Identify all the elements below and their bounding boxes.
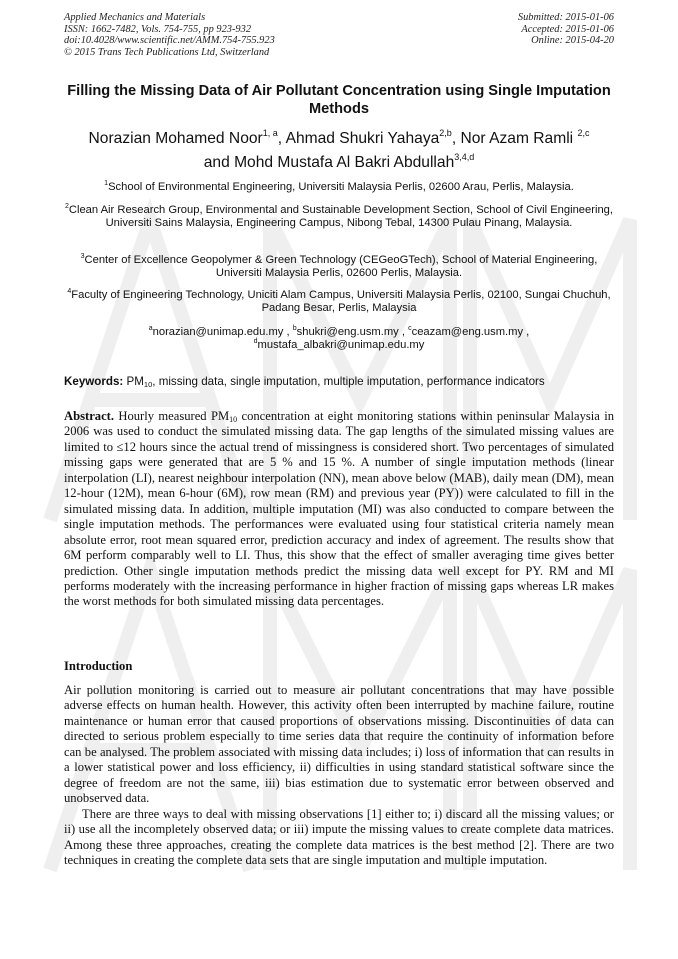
email-marker: c bbox=[408, 325, 412, 332]
email-list bbox=[84, 326, 594, 353]
author-name: Norazian Mohamed Noor bbox=[88, 130, 263, 147]
author-superscript: 2,c bbox=[577, 128, 590, 138]
author-superscript: 3,4,d bbox=[454, 152, 475, 162]
keyword-pm-subscript: 10 bbox=[143, 380, 153, 389]
email-marker: d bbox=[253, 338, 258, 346]
abstract bbox=[64, 409, 614, 610]
paper-title: Filling the Missing Data of Air Pollutant Concentration using Single Imputation Methods bbox=[67, 83, 611, 117]
keywords-text: , missing data, single imputation, multiple imputation, performance indicators bbox=[152, 375, 545, 388]
email-address: norazian@unimap.edu.my , bbox=[152, 326, 293, 338]
author-superscript: 1, a bbox=[262, 128, 278, 138]
author-separator: , bbox=[277, 130, 286, 147]
affiliation-1 bbox=[64, 181, 614, 194]
journal-info bbox=[64, 12, 275, 58]
affiliation-number: 4 bbox=[67, 288, 72, 295]
introduction-heading: Introduction bbox=[64, 659, 133, 673]
author-name: Nor Azam Ramli bbox=[460, 130, 578, 147]
paragraph: There are three ways to deal with missing observations [1] either to; i) discard all the missing values; or ii) use all the incompletely observed data; or iii) impute the missing values to create complete data matrices. Among these three approaches, creating the complete data matrices is the best method [2]. There are two techniques in creating the complete data sets that are single imputation and multiple imputation. bbox=[64, 806, 614, 867]
affiliation-text: Clean Air Research Group, Environmental and Sustainable Development Section, School of Civil Engineering, Universiti Sains Malaysia, Engineering Campus, Nibong Tebal, 14300 Pulau Pinang, Malaysia. bbox=[68, 204, 614, 230]
affiliation-number: 3 bbox=[80, 253, 85, 260]
author-name: Ahmad Shukri Yahaya bbox=[285, 130, 440, 147]
keyword-pm: PM bbox=[126, 375, 144, 388]
author-name: and Mohd Mustafa Al Bakri Abdullah bbox=[203, 154, 455, 171]
author-list bbox=[64, 127, 614, 175]
email-address: ceazam@eng.usm.my , bbox=[411, 326, 530, 338]
email-address: shukri@eng.usm.my , bbox=[296, 326, 409, 338]
submission-dates bbox=[518, 12, 614, 47]
accepted-date: Accepted: 2015-01-06 bbox=[521, 23, 614, 35]
introduction-body bbox=[64, 683, 614, 868]
author-separator: , bbox=[451, 130, 461, 147]
affiliation-2 bbox=[64, 204, 614, 231]
keywords-label: Keywords: bbox=[64, 375, 124, 388]
email-address: mustafa_albakri@unimap.edu.my bbox=[257, 339, 425, 352]
abstract-subscript: 10 bbox=[229, 415, 238, 424]
affiliation-text: School of Environmental Engineering, Universiti Malaysia Perlis, 02600 Arau, Perlis, Malaysia. bbox=[108, 181, 574, 193]
journal-doi: doi:10.4028/www.scientific.net/AMM.754-755.923 bbox=[64, 35, 275, 47]
email-marker: b bbox=[292, 325, 297, 332]
email-marker: a bbox=[148, 325, 153, 332]
keywords bbox=[64, 375, 614, 389]
online-date: Online: 2015-04-20 bbox=[531, 35, 614, 47]
abstract-text-start: Hourly measured PM bbox=[114, 409, 230, 423]
affiliation-text: Center of Excellence Geopolymer & Green Technology (CEGeoGTech), School of Material Engineering, Universiti Malaysia Perlis, 02600 Perlis, Malaysia. bbox=[84, 254, 598, 280]
journal-issn: ISSN: 1662-7482, Vols. 754-755, pp 923-932 bbox=[64, 23, 252, 35]
affiliation-text: Faculty of Engineering Technology, Uniciti Alam Campus, Universiti Malaysia Perlis, 02100, Sungai Chuchuh, Padang Besar, Perlis, Malaysia bbox=[71, 289, 611, 315]
affiliation-3 bbox=[64, 254, 614, 281]
paragraph: Air pollution monitoring is carried out to measure air pollutant concentrations that may have possible adverse effects on human health. However, this activity often been interrupted by machine failure, routine maintenance or human error that caused proportions of observations missing. Discontinuities of data can directed to serious problem especially to time series data that require the continuity of information before can be analysed. The problem associated with missing data includes; i) loss of information that can results in a lower statistical power and loss efficiency, ii) difficulties in using standard statistical software since the degree of freedom are not the same, iii) bias estimation due to systematic error between observed and unobserved data. bbox=[64, 683, 614, 806]
author-superscript: 2,b bbox=[439, 128, 452, 138]
journal-copyright: © 2015 Trans Tech Publications Ltd, Switzerland bbox=[64, 46, 270, 58]
abstract-text: concentration at eight monitoring stations within peninsular Malaysia in 2006 was used to conduct the simulated missing data. The gap lengths of the simulated missing values are limited to ≤12 hours since the actual trend of missingness is considered short. Two percentages of simulated missing gaps were generated that are 5 % and 15 %. A number of single imputation methods (linear interpolation (LI), nearest neighbour interpolation (NN), mean above below (MAB), daily mean (DM), mean 12-hour (12M), mean 6-hour (6M), row mean (RM) and previous year (PY)) were calculated to fill in the simulated missing data. In addition, multiple imputation (MI) was also conducted to compare between the single imputation methods. The performances were evaluated using four statistical criteria namely mean absolute error, root mean squared error, prediction accuracy and index of agreement. The results show that 6M perform comparably well to LI. Thus, this show that the effect of smaller averaging time gives better prediction. Other single imputation methods predict the missing data well except for PY. RM and MI performs moderately with the increasing performance in higher fraction of missing gaps whereas LR makes the worst methods for both simulated missing data percentages. bbox=[64, 409, 614, 609]
affiliation-number: 1 bbox=[104, 180, 109, 187]
abstract-label: Abstract. bbox=[64, 409, 115, 423]
journal-name: Applied Mechanics and Materials bbox=[64, 12, 206, 23]
submitted-date: Submitted: 2015-01-06 bbox=[517, 12, 614, 23]
affiliation-4 bbox=[64, 289, 614, 316]
affiliation-number: 2 bbox=[64, 203, 69, 210]
